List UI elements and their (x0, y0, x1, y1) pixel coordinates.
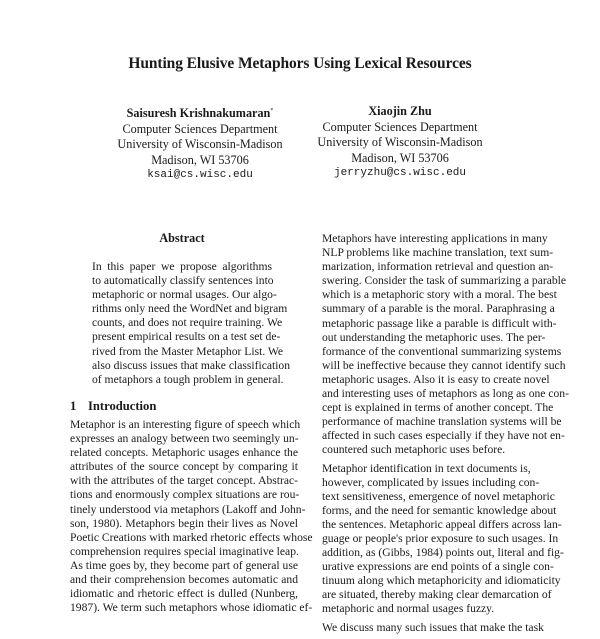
abstract-body (92, 260, 291, 387)
text-line: tions and enormously complex situations are rou- (70, 488, 300, 502)
section-title: Introduction (88, 399, 157, 413)
paragraph (312, 232, 569, 458)
section-number: 1 (70, 399, 77, 413)
text-line: to automatically classify sentences into (92, 274, 274, 288)
text-line: present empirical results on a test set de- (92, 330, 281, 344)
text-line: text sensitiveness, emergence of novel metaphoric (322, 489, 555, 503)
text-line: Metaphor identification in text documents is, (322, 461, 531, 475)
text-line: the sentences. Metaphoric appeal differs across lan- (322, 517, 562, 531)
author-address: Madison, WI 53706 (151, 152, 249, 167)
text-line: and interesting uses of metaphors as long as one con- (322, 387, 569, 401)
text-line: out understanding the metaphoric uses. The per- (322, 330, 546, 344)
author-university: University of Wisconsin-Madison (317, 135, 483, 149)
text-line: In this paper we propose algorithms (92, 260, 272, 273)
author-block-1 (90, 104, 310, 184)
text-line: rived from the Master Metaphor List. We (92, 344, 284, 358)
abstract-heading: Abstract (159, 231, 205, 245)
text-line: related concepts. Metaphoric usages enhance the (70, 446, 298, 460)
text-line: formance of the conventional summarizing systems (322, 344, 562, 358)
text-line: performance of machine translation systems will be (322, 415, 562, 429)
text-line: metaphoric or normal usages. Our algo- (92, 288, 277, 302)
text-line: with the attributes of the target concept. Abstrac- (70, 474, 298, 488)
text-line: swering. Consider the task of summarizing a parable (322, 274, 567, 288)
author-department: Computer Sciences Department (122, 121, 278, 136)
text-line: of metaphors a tough problem in general. (92, 372, 284, 386)
text-line: metaphoric passage like a parable is difficult with- (322, 316, 557, 330)
text-line: expresses an analogy between two seemingly un- (70, 432, 299, 446)
author-block-2 (290, 104, 510, 182)
text-line: addition, as (Gibbs, 1984) points out, literal and fig- (322, 546, 564, 560)
text-line: son, 1980). Metaphors begin their lives as Novel (70, 516, 298, 530)
text-line: affected in such cases especially if they have not en- (322, 429, 565, 443)
paragraph (312, 620, 544, 635)
text-line: As time goes by, they become part of general use (70, 558, 298, 572)
text-line: marization, information retrieval and question an- (322, 260, 554, 274)
text-line: Poetic Creations with marked rhetoric effects whose (70, 530, 313, 544)
text-line: idiomatic and rhetoric effect is dulled (Nunberg, (70, 587, 298, 601)
text-line: summary of a parable is the moral. Paraphrasing a (322, 302, 555, 316)
text-line: rithms only need the WordNet and bigram (92, 302, 288, 316)
paper-title: Hunting Elusive Metaphors Using Lexical Resources (128, 55, 472, 72)
text-line: guage or people's prior exposure to such usages. In (322, 531, 559, 545)
text-line: NLP problems like machine translation, text sum- (322, 246, 554, 260)
text-line: tinely understood via metaphors (Lakoff and John- (70, 502, 306, 516)
text-line: Metaphors have interesting applications in many (322, 232, 548, 245)
text-line: countered such metaphoric uses before. (322, 443, 506, 457)
author-email: jerryzhu@cs.wisc.edu (333, 167, 467, 179)
author-university: University of Wisconsin-Madison (117, 137, 283, 151)
text-line: We discuss many such issues that make the task (322, 620, 544, 634)
text-line: urative expressions are end points of a single con- (322, 560, 554, 574)
text-line: and their comprehension becomes automatic and (70, 573, 298, 587)
text-line: 1987). We term such metaphors whose idiomatic ef- (70, 601, 313, 615)
author-email: ksai@cs.wisc.edu (147, 169, 253, 181)
text-line: forms, and the need for semantic knowledge about (322, 503, 557, 517)
text-line: Metaphor is an interesting figure of speech which (70, 418, 301, 431)
text-line: metaphoric and normal usages fuzzy. (322, 602, 495, 616)
text-line: which is a metaphoric story with a moral. The best (322, 288, 557, 302)
text-line: will be ineffective because they cannot identify such (322, 358, 566, 372)
author-name: Saisuresh Krishnakumaran* (126, 106, 274, 120)
text-line: tinuum along which metaphoricity and idiomaticity (322, 574, 561, 588)
footnote-mark: * (270, 108, 274, 114)
text-line: counts, and does not require training. We (92, 316, 283, 330)
text-line: also discuss issues that make classification (92, 358, 291, 372)
right-column (312, 232, 569, 639)
author-department: Computer Sciences Department (322, 119, 478, 134)
paragraph (312, 461, 564, 617)
text-line: are situated, thereby making clear demarcation of (322, 588, 552, 602)
section-heading-introduction (70, 399, 156, 414)
author-address: Madison, WI 53706 (351, 150, 449, 165)
text-line: attributes of the source concept by comparing it (70, 460, 298, 474)
text-line: cept is explained in terms of another concept. The (322, 401, 554, 415)
text-line: metaphoric usages. Also it is easy to create novel (322, 372, 550, 386)
author-name: Xiaojin Zhu (368, 104, 432, 118)
text-line: comprehension requires special imaginative leap. (70, 544, 299, 558)
text-line: however, complicated by issues including con- (322, 475, 540, 489)
introduction-body (70, 418, 313, 615)
